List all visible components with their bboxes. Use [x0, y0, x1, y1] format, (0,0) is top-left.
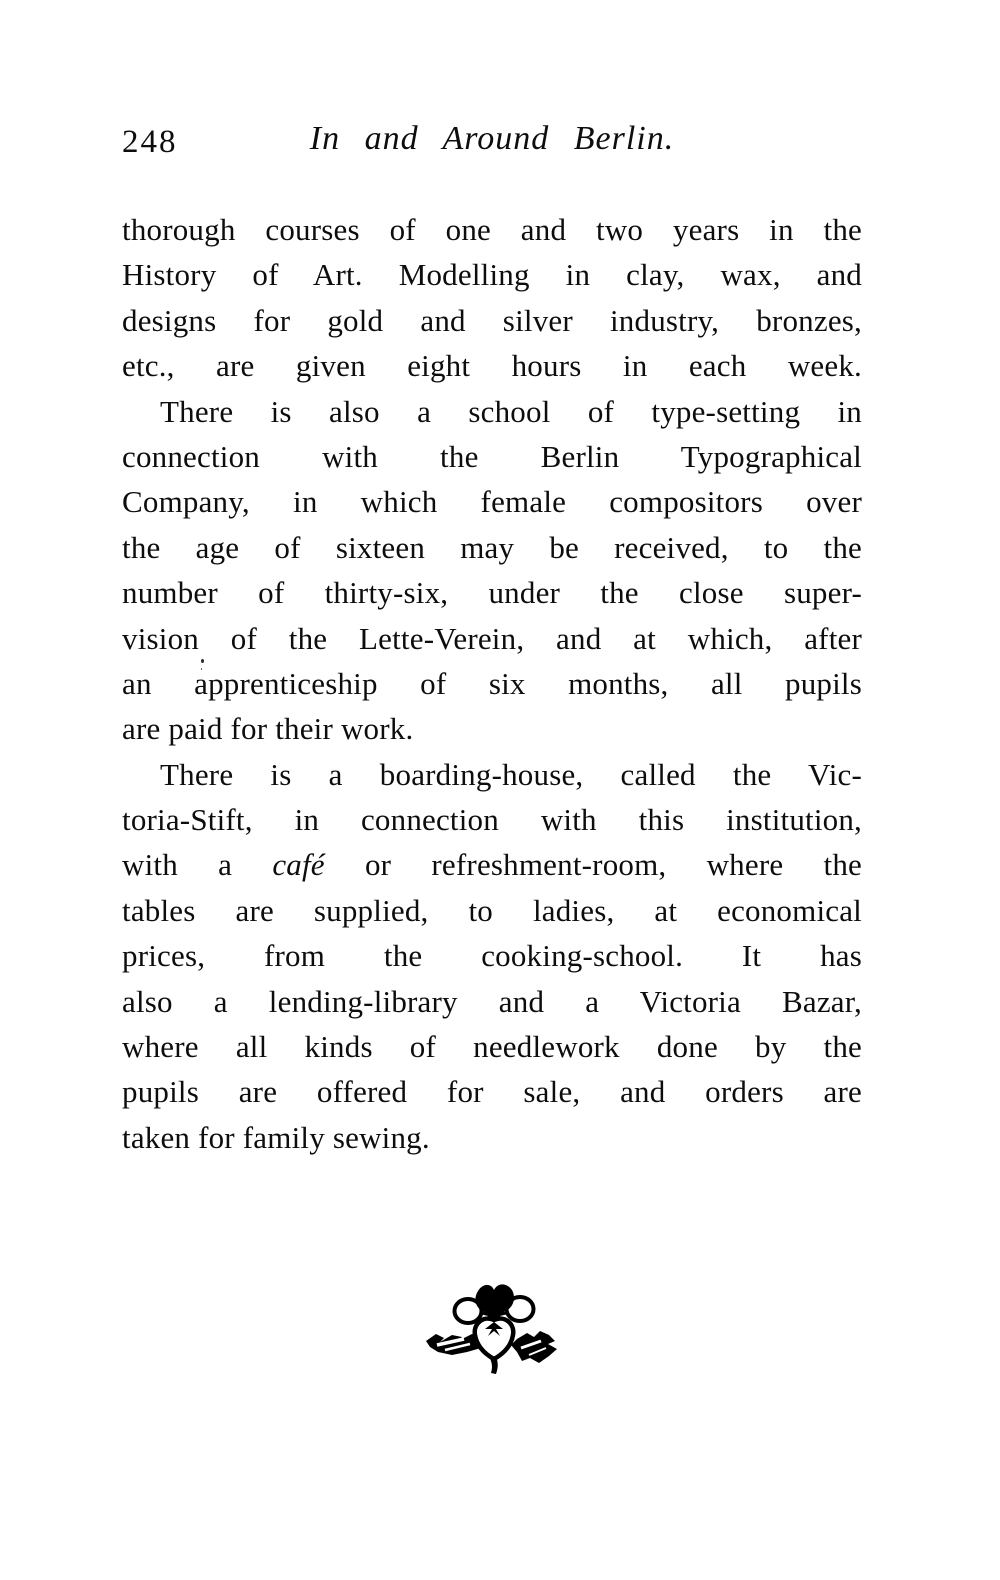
text-line: where all kinds of needlework done by the — [122, 1029, 862, 1065]
text-line: tables are supplied, to ladies, at economical — [122, 892, 862, 928]
print-artifact-dots — [201, 659, 204, 663]
paragraph — [122, 207, 862, 389]
text-line: Company, in which female compositors over — [122, 484, 862, 520]
text-line: History of Art. Modelling in clay, wax, and — [122, 257, 862, 293]
italic-word: café — [272, 847, 325, 883]
paragraph — [122, 389, 862, 752]
text-line: connection with the Berlin Typographical — [122, 438, 862, 474]
running-title: In and Around Berlin. — [309, 120, 675, 157]
text-line: with a café or refreshment-room, where the — [122, 847, 862, 883]
text-line: vision of the Lette-Verein, and at which, after — [122, 620, 862, 656]
text-line: pupils are offered for sale, and orders are — [122, 1074, 862, 1110]
page-number: 248 — [122, 124, 178, 160]
text-line: taken for family sewing. — [122, 1119, 430, 1155]
text-line: are paid for their work. — [122, 711, 414, 747]
text-line: There is a boarding-house, called the Vic- — [160, 756, 862, 792]
paragraph — [122, 752, 862, 1161]
text-line: prices, from the cooking-school. It has — [122, 938, 862, 974]
text-line: designs for gold and silver industry, bronzes, — [122, 302, 862, 338]
pansy-flower-ornament-icon — [422, 1278, 572, 1378]
text-line: etc., are given eight hours in each week. — [122, 348, 862, 384]
text-line: the age of sixteen may be received, to the — [122, 529, 862, 565]
text-line: thorough courses of one and two years in the — [122, 212, 862, 247]
text-line: There is also a school of type-setting in — [160, 393, 862, 429]
text-block — [122, 207, 862, 1160]
text-line: toria-Stift, in connection with this institution, — [122, 802, 862, 838]
text-line: an apprenticeship of six months, all pupils — [122, 665, 862, 701]
text-line: also a lending-library and a Victoria Bazar, — [122, 983, 862, 1019]
text-line: number of thirty-six, under the close super- — [122, 575, 862, 611]
